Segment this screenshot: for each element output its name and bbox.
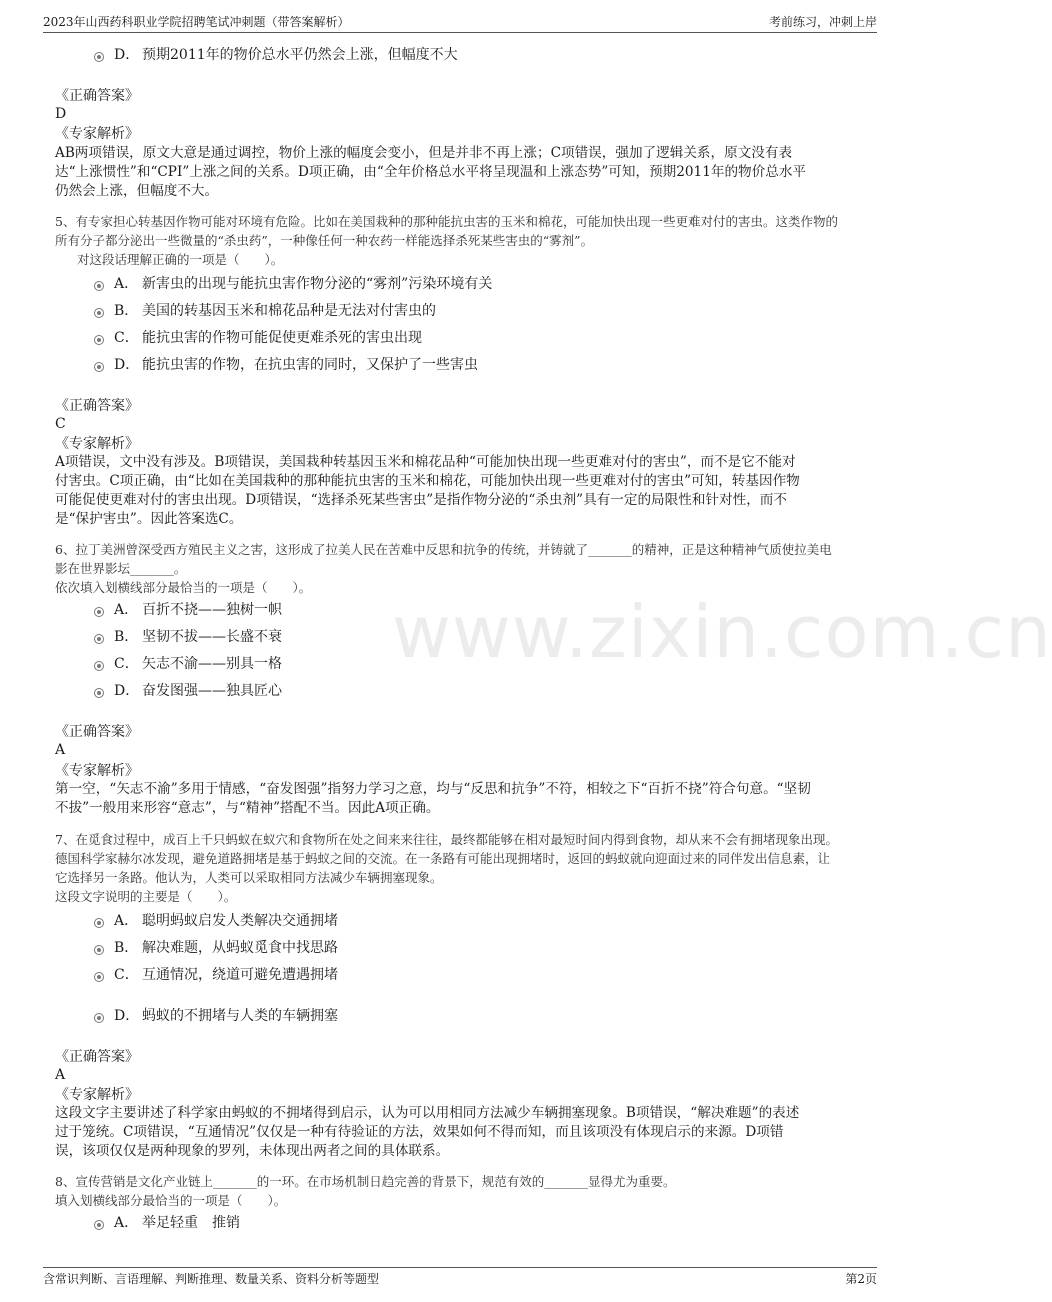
radio-icon[interactable] [94, 688, 104, 698]
q7-option-d[interactable] [94, 1006, 338, 1026]
q7-analysis-label: 《专家解析》 [55, 1087, 139, 1103]
q6-option-a[interactable] [94, 600, 282, 620]
option-text: 聪明蚂蚁启发人类解决交通拥堵 [142, 913, 338, 929]
option-text: 蚂蚁的不拥堵与人类的车辆拥塞 [142, 1008, 338, 1024]
header-title: 2023年山西药科职业学院招聘笔试冲刺题（带答案解析） [43, 15, 350, 29]
q6-analysis-label: 《专家解析》 [55, 763, 139, 779]
q5-option-a[interactable] [94, 274, 492, 294]
radio-icon[interactable] [94, 945, 104, 955]
radio-icon[interactable] [94, 335, 104, 345]
radio-icon[interactable] [94, 308, 104, 318]
radio-icon[interactable] [94, 1013, 104, 1023]
stem-line: 填入划横线部分最恰当的一项是（ ）。 [55, 1193, 287, 1208]
analysis-line: AB两项错误，原文大意是通过调控，物价上涨的幅度会变小，但是并非不再上涨；C项错误，强加了逻辑关系，原文没有表 [55, 145, 793, 161]
q4-analysis [55, 144, 865, 201]
option-letter: B． [114, 940, 139, 956]
page-header [43, 12, 877, 33]
q7-analysis [55, 1104, 865, 1161]
q7-answer: A [55, 1067, 66, 1083]
option-text: 美国的转基因玉米和棉花品种是无法对付害虫的 [142, 303, 436, 319]
option-letter: A． [114, 276, 139, 292]
radio-icon[interactable] [94, 607, 104, 617]
q4-analysis-label: 《专家解析》 [55, 126, 139, 142]
q5-option-d[interactable] [94, 355, 478, 375]
header-slogan: 考前练习，冲刺上岸 [768, 15, 877, 29]
stem-line: 德国科学家赫尔冰发现，避免道路拥堵是基于蚂蚁之间的交流。在一条路有可能出现拥堵时，返回的蚂蚁就向迎面过来的同伴发出信息素，让 [55, 851, 831, 866]
option-text: 互通情况，绕道可避免遭遇拥堵 [142, 967, 338, 983]
q5-option-b[interactable] [94, 301, 436, 321]
page-number: 第2页 [845, 1272, 877, 1286]
q7-option-c[interactable] [94, 965, 338, 985]
analysis-line: 是“保护害虫”。因此答案选C。 [55, 511, 243, 527]
q5-option-c[interactable] [94, 328, 422, 348]
option-letter: C． [114, 967, 139, 983]
option-text: 举足轻重 推销 [142, 1215, 240, 1231]
q6-answer-label: 《正确答案》 [55, 724, 139, 740]
analysis-line: 付害虫。C项正确，由“比如在美国栽种的那种能抗虫害的玉米和棉花，可能加快出现一些更难对付的害虫”可知，转基因作物 [55, 473, 800, 489]
radio-icon[interactable] [94, 281, 104, 291]
analysis-line: 达“上涨惯性”和“CPI”上涨之间的关系。D项正确，由“全年价格总水平将呈现温和上涨态势”可知，预期2011年的物价总水平 [55, 164, 807, 180]
analysis-line: 仍然会上涨，但幅度不大。 [55, 183, 219, 199]
radio-icon[interactable] [94, 52, 104, 62]
q6-analysis [55, 780, 865, 818]
analysis-line: 第一空，“矢志不渝”多用于情感，“奋发图强”指努力学习之意，均与“反思和抗争”不符，相较之下“百折不挠”符合句意。“坚韧 [55, 781, 811, 797]
q6-option-d[interactable] [94, 681, 282, 701]
q5-analysis [55, 453, 865, 529]
option-text: 新害虫的出现与能抗虫害作物分泌的“雾剂”污染环境有关 [142, 276, 493, 292]
option-text: 能抗虫害的作物，在抗虫害的同时，又保护了一些害虫 [142, 357, 478, 373]
radio-icon[interactable] [94, 634, 104, 644]
option-text: 预期2011年的物价总水平仍然会上涨，但幅度不大 [142, 47, 458, 63]
option-letter: B． [114, 303, 139, 319]
stem-line: 5、有专家担心转基因作物可能对环境有危险。比如在美国栽种的那种能抗虫害的玉米和棉花，可能加快出现一些更难对付的害虫。这类作物的 [55, 214, 838, 229]
radio-icon[interactable] [94, 972, 104, 982]
option-text: 解决难题，从蚂蚁觅食中找思路 [142, 940, 338, 956]
stem-line: 所有分子都分泌出一些微量的“杀虫药”，一种像任何一种农药一样能选择杀死某些害虫的“雾剂”。 [55, 233, 594, 248]
q4-option-d[interactable] [94, 45, 458, 65]
option-letter: D． [114, 47, 140, 63]
radio-icon[interactable] [94, 661, 104, 671]
q6-stem [55, 540, 865, 597]
stem-line: 依次填入划横线部分最恰当的一项是（ ）。 [55, 580, 312, 595]
stem-line: 这段文字说明的主要是（ ）。 [55, 889, 237, 904]
option-letter: C． [114, 330, 139, 346]
analysis-line: 误，该项仅仅是两种现象的罗列，未体现出两者之间的具体联系。 [55, 1143, 450, 1159]
stem-line: 7、在觅食过程中，成百上千只蚂蚁在蚁穴和食物所在处之间来来往往，最终都能够在相对最短时间内得到食物，却从来不会有拥堵现象出现。 [55, 832, 838, 847]
watermark: www.zixin.com.cn [392, 590, 1052, 674]
q5-answer: C [55, 416, 66, 432]
analysis-line: 可能促使更难对付的害虫出现。D项错误，“选择杀死某些害虫”是指作物分泌的“杀虫剂”具有一定的局限性和针对性，而不 [55, 492, 787, 508]
option-text: 坚韧不拔——长盛不衰 [142, 629, 282, 645]
q7-stem [55, 830, 865, 906]
q4-answer-label: 《正确答案》 [55, 88, 139, 104]
q6-option-c[interactable] [94, 654, 282, 674]
radio-icon[interactable] [94, 362, 104, 372]
option-text: 矢志不渝——别具一格 [142, 656, 282, 672]
option-text: 能抗虫害的作物可能促使更难杀死的害虫出现 [142, 330, 422, 346]
footer-description: 含常识判断、言语理解、判断推理、数量关系、资料分析等题型 [43, 1272, 380, 1286]
option-letter: A． [114, 602, 139, 618]
option-text: 奋发图强——独具匠心 [142, 683, 282, 699]
radio-icon[interactable] [94, 1220, 104, 1230]
q8-option-a[interactable] [94, 1213, 240, 1233]
option-letter: B． [114, 629, 139, 645]
option-letter: C． [114, 656, 139, 672]
stem-line: 影在世界影坛_______。 [55, 561, 187, 576]
option-text: 百折不挠——独树一帜 [142, 602, 282, 618]
radio-icon[interactable] [94, 918, 104, 928]
option-letter: D． [114, 1008, 140, 1024]
q5-analysis-label: 《专家解析》 [55, 436, 139, 452]
stem-line: 对这段话理解正确的一项是（ ）。 [77, 252, 284, 267]
option-letter: A． [114, 1215, 139, 1231]
option-letter: D． [114, 683, 140, 699]
q7-answer-label: 《正确答案》 [55, 1049, 139, 1065]
option-letter: A． [114, 913, 139, 929]
q5-answer-label: 《正确答案》 [55, 398, 139, 414]
page-footer [43, 1267, 877, 1288]
q5-stem [55, 212, 865, 269]
analysis-line: 这段文字主要讲述了科学家由蚂蚁的不拥堵得到启示，认为可以用相同方法减少车辆拥塞现象。B项错误，“解决难题”的表述 [55, 1105, 800, 1121]
stem-line: 8、宣传营销是文化产业链上_______的一环。在市场机制日趋完善的背景下，规范有效的_______显得尤为重要。 [55, 1174, 676, 1189]
analysis-line: A项错误，文中没有涉及。B项错误，美国栽种转基因玉米和棉花品种“可能加快出现一些更难对付的害虫”，而不是它不能对 [55, 454, 796, 470]
stem-line: 6、拉丁美洲曾深受西方殖民主义之害，这形成了拉美人民在苦难中反思和抗争的传统，并铸就了_______的精神，正是这种精神气质使拉美电 [55, 542, 832, 557]
q6-answer: A [55, 742, 66, 758]
stem-line: 它选择另一条路。他认为，人类可以采取相同方法减少车辆拥塞现象。 [55, 870, 443, 885]
q6-option-b[interactable] [94, 627, 282, 647]
analysis-line: 不拔”一般用来形容“意志”，与“精神”搭配不当。因此A项正确。 [55, 800, 440, 816]
q7-option-b[interactable] [94, 938, 338, 958]
q4-answer: D [55, 106, 67, 122]
analysis-line: 过于笼统。C项错误，“互通情况”仅仅是一种有待验证的方法，效果如何不得而知，而且该项没有体现启示的来源。D项错 [55, 1124, 784, 1140]
option-letter: D． [114, 357, 140, 373]
q7-option-a[interactable] [94, 911, 338, 931]
q8-stem [55, 1172, 865, 1210]
